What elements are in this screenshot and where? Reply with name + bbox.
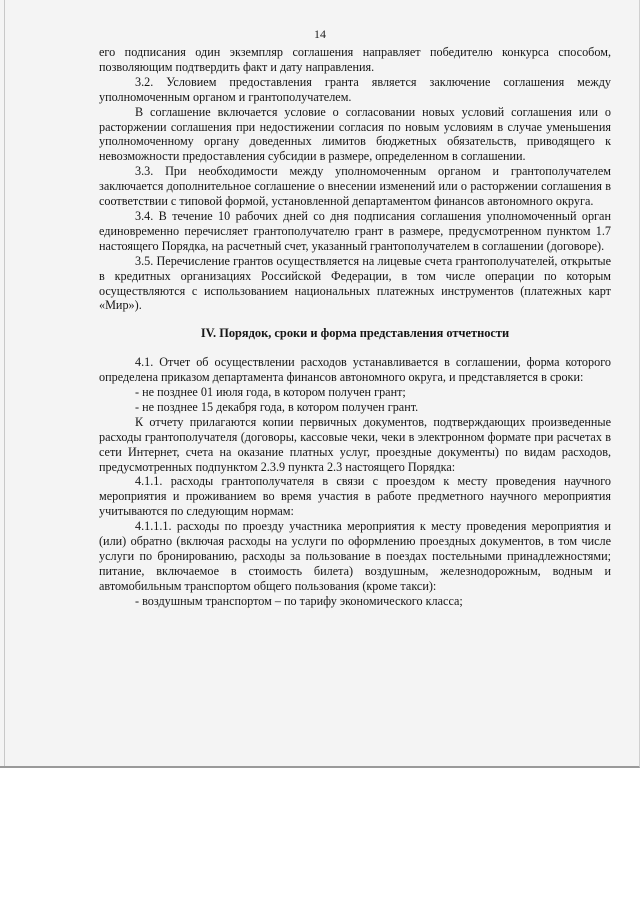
page-edge-shadow — [4, 0, 5, 766]
paragraph-3-3: 3.3. При необходимости между уполномоченным органом и грантополучателем заключается дополнительное соглашение о внесении изменений или о расторжении соглашения в соответствии с типовой формой, установленной департаментом финансов автономного округа. — [99, 164, 611, 209]
list-item-deadline-december: - не позднее 15 декабря года, в котором получен грант. — [135, 399, 419, 414]
document-body — [99, 45, 611, 609]
paragraph-3-4: 3.4. В течение 10 рабочих дней со дня подписания соглашения уполномоченный орган единовременно перечисляет грантополучателю грант в размере, предусмотренном пунктом 1.7 настоящего Порядка, на расчетный счет, указанный грантополучателем в соглашении (договоре). — [99, 208, 611, 253]
page-number: 14 — [314, 27, 326, 41]
section-heading: IV. Порядок, сроки и форма представления отчетности — [200, 326, 510, 341]
paragraph-3-2: 3.2. Условием предоставления гранта является заключение соглашения между уполномоченным органом и грантополучателем. — [99, 74, 611, 104]
paragraph-attachments: К отчету прилагаются копии первичных документов, подтверждающих произведенные расходы грантополучателя (договоры, кассовые чеки, чеки в электронном формате при расчетах в сети Интернет, счета на оказание платных услуг, проездные документы) по видам расходов, предусмотренных подпунктом 2.3.9 пункта 2.3 настоящего Порядка: — [99, 414, 611, 474]
paragraph-continuation: его подписания один экземпляр соглашения направляет победителю конкурса способом, позволяющим подтвердить факт и дату направления. — [99, 45, 611, 74]
paragraph-3-5: 3.5. Перечисление грантов осуществляется на лицевые счета грантополучателей, открытые в кредитных организациях Российской Федерации, в том числе операции по которым осуществляются с использованием национальных платежных инструментов (платежных карт «Мир»). — [99, 253, 611, 313]
paragraph-3-2-condition: В соглашение включается условие о согласовании новых условий соглашения или о расторжении соглашения при недостижении согласия по новым условиям в случае уменьшения уполномоченному органу доведенных лимитов бюджетных обязательств, приводящего к невозможности предоставления субсидии в размере, определенном в соглашении. — [99, 104, 611, 164]
paragraph-4-1-1: 4.1.1. расходы грантополучателя в связи с проездом к месту проведения научного мероприятия и проживанием во время участия в работе предметного научного мероприятия учитываются по следующим нормам: — [99, 474, 611, 519]
paragraph-4-1: 4.1. Отчет об осуществлении расходов устанавливается в соглашении, форма которого определена приказом департамента финансов автономного округа, и представляется в сроки: — [99, 355, 611, 385]
list-item-deadline-july: - не позднее 01 июля года, в котором получен грант; — [135, 385, 406, 400]
paragraph-4-1-1-1: 4.1.1.1. расходы по проезду участника мероприятия к месту проведения мероприятия и (или) обратно (включая расходы на услуги по оформлению проездных документов, в том числе услуги по бронированию, расходы за пользование в поездах постельными принадлежностями; питание, включаемое в стоимость билета) воздушным, железнодорожным, водным и автомобильным транспортом общего пользования (кроме такси): — [99, 519, 611, 593]
list-item-air-transport: - воздушным транспортом – по тарифу экономического класса; — [135, 593, 463, 608]
